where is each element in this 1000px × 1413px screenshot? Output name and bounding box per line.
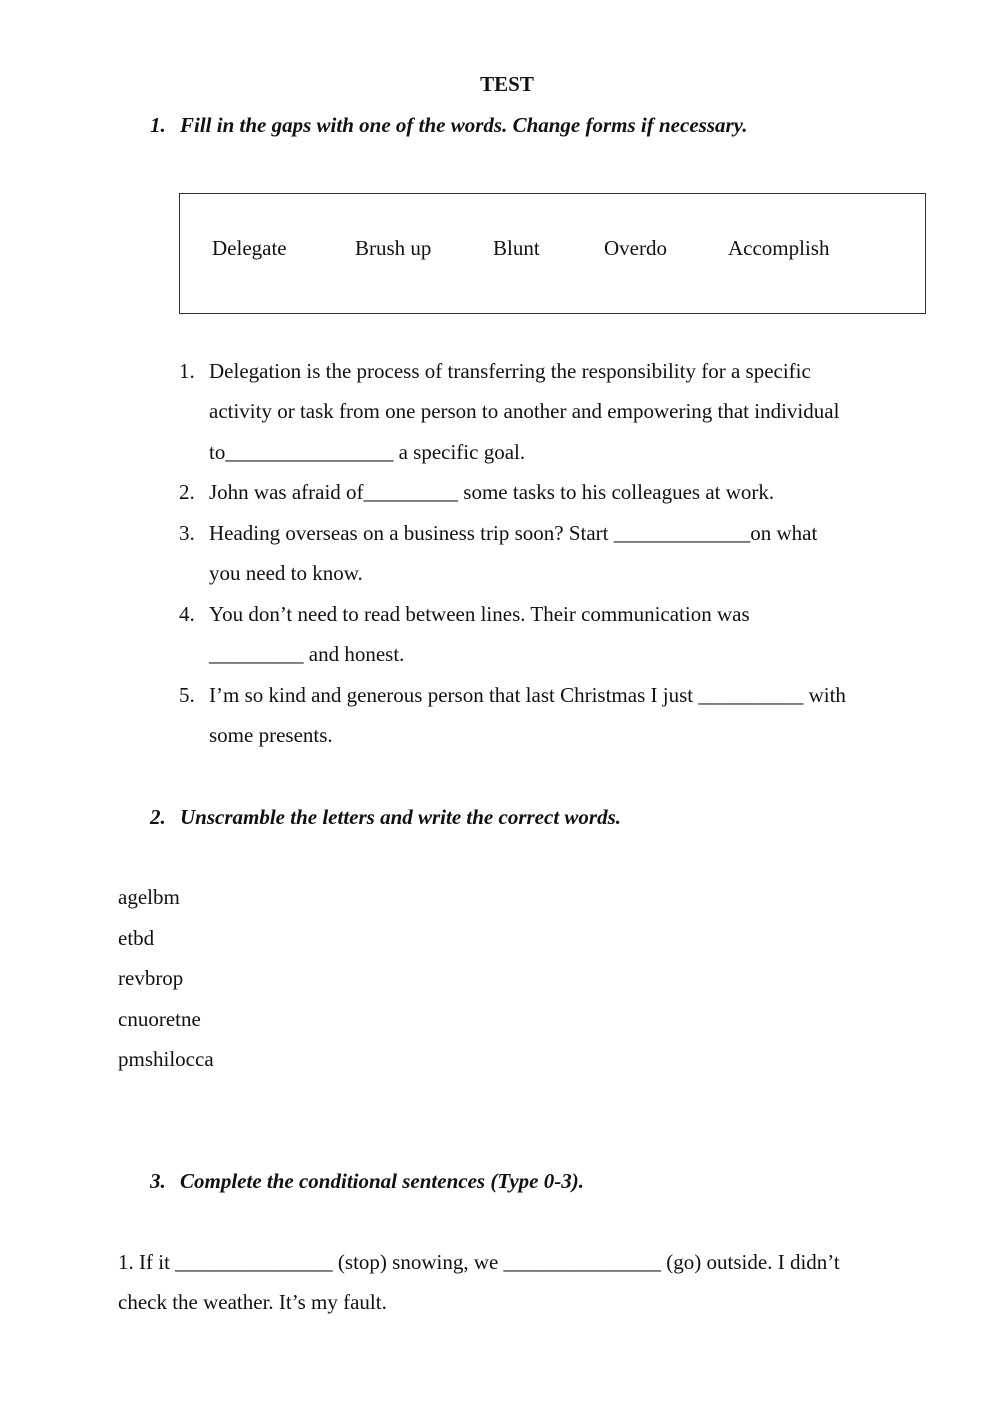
question-text-line: I’m so kind and generous person that last Christmas I just __________ with (209, 683, 846, 707)
question-text-line: You don’t need to read between lines. Their communication was (209, 602, 750, 626)
section-1-heading (150, 113, 747, 138)
section-3-heading (150, 1169, 584, 1194)
page-title: TEST (480, 72, 534, 96)
section-2-number: 2. (150, 805, 166, 829)
scrambled-word: etbd (118, 926, 155, 950)
question-number: 3. (179, 521, 195, 545)
conditional-sentence-line: 1. If it _______________ (stop) snowing, we _______________ (go) outside. I didn’t (118, 1250, 840, 1274)
question-text-line: some presents. (209, 723, 333, 747)
question-text-line: John was afraid of_________ some tasks to his colleagues at work. (209, 480, 775, 504)
section-1-number: 1. (150, 113, 166, 137)
word-box (179, 193, 926, 314)
section-2-heading (150, 805, 621, 830)
question-text-line: Heading overseas on a business trip soon? Start _____________on what (209, 521, 818, 545)
word-box-item: Brush up (355, 236, 432, 260)
section-1-heading-text: Fill in the gaps with one of the words. Change forms if necessary. (180, 113, 748, 137)
question-number: 4. (179, 602, 195, 626)
scrambled-word: revbrop (118, 966, 184, 990)
question-text-line: _________ and honest. (209, 642, 405, 666)
question-number: 5. (179, 683, 195, 707)
scrambled-word: cnuoretne (118, 1007, 201, 1031)
question-number: 1. (179, 359, 195, 383)
question-text-line: activity or task from one person to another and empowering that individual (209, 399, 840, 423)
question-text-line: to________________ a specific goal. (209, 440, 526, 464)
scrambled-word: pmshilocca (118, 1047, 214, 1071)
question-text-line: you need to know. (209, 561, 363, 585)
question-number: 2. (179, 480, 195, 504)
word-box-item: Overdo (604, 236, 667, 260)
word-box-item: Delegate (212, 236, 287, 260)
word-box-item: Blunt (493, 236, 540, 260)
scrambled-word: agelbm (118, 885, 180, 909)
word-box-item: Accomplish (728, 236, 830, 260)
section-3-heading-text: Complete the conditional sentences (Type 0-3). (180, 1169, 584, 1193)
conditional-sentence-line: check the weather. It’s my fault. (118, 1290, 387, 1314)
section-2-heading-text: Unscramble the letters and write the correct words. (180, 805, 621, 829)
question-text-line: Delegation is the process of transferring the responsibility for a specific (209, 359, 811, 383)
section-3-number: 3. (150, 1169, 166, 1193)
